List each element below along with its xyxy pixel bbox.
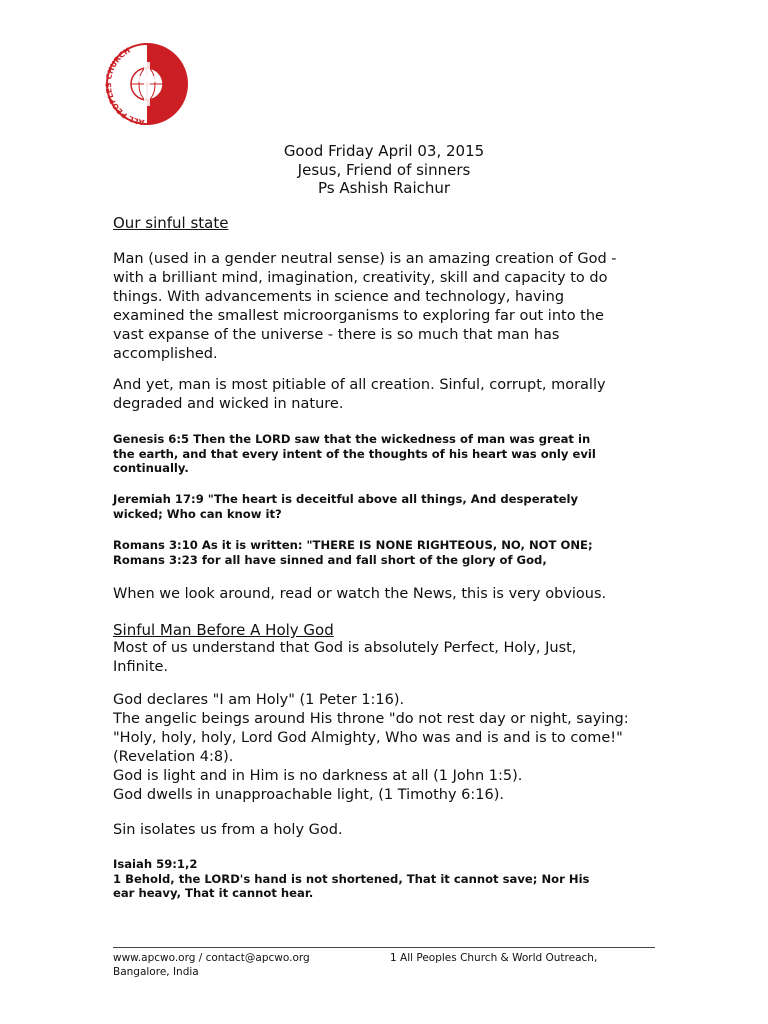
verse-romans: Romans 3:10 As it is written: "THERE IS NONE RIGHTEOUS, NO, NOT ONE; Romans 3:23 for all have sinned and fall short of the glory of God,: [113, 538, 593, 567]
paragraph-man-pitiable: And yet, man is most pitiable of all creation. Sinful, corrupt, morally degraded and wicked in nature.: [113, 377, 606, 412]
sermon-title: Jesus, Friend of sinners: [297, 160, 471, 179]
paragraph-man-creation: Man (used in a gender neutral sense) is an amazing creation of God - with a brilliant mind, imagination, creativity, skill and capacity to do things. With advancements in science and technology, having examined the smallest microorganisms to exploring far out into the vast expanse of the universe - there is so much that man has accomplished.: [113, 251, 617, 362]
sermon-date: Good Friday April 03, 2015: [283, 142, 485, 160]
paragraph-god-perfect: Most of us understand that God is absolutely Perfect, Holy, Just, Infinite.: [113, 640, 577, 675]
verse-jeremiah: Jeremiah 17:9 "The heart is deceitful above all things, And desperately wicked; Who can know it?: [113, 492, 579, 521]
logo-text: ALL PEOPLES CHURCH: [104, 45, 146, 127]
verse-genesis: Genesis 6:5 Then the LORD saw that the wickedness of man was great in the earth, and that every intent of the thoughts of his heart was only evil continually.: [113, 432, 596, 475]
verse-isaiah: Isaiah 59:1,2 1 Behold, the LORD's hand is not shortened, That it cannot save; Nor His ear heavy, That it cannot hear.: [113, 857, 590, 900]
section-heading-sinful-state: Our sinful state: [113, 214, 229, 232]
footer-page-info: 1 All Peoples Church & World Outreach,: [390, 952, 598, 964]
sermon-header: [0, 142, 768, 198]
paragraph-god-holy: God declares "I am Holy" (1 Peter 1:16). The angelic beings around His throne "do not rest day or night, saying: "Holy, holy, holy, Lord God Almighty, Who was and is and is to come!" (Revelation 4:8). God is light and in Him is no darkness at all (1 John 1:5). God dwells in unapproachable light, (1 Timothy 6:16).: [113, 692, 629, 803]
footer-contact: [113, 951, 310, 979]
church-logo: [104, 40, 190, 128]
paragraph-news: When we look around, read or watch the News, this is very obvious.: [113, 586, 607, 602]
footer-links: www.apcwo.org / contact@apcwo.org: [113, 952, 310, 964]
footer-divider: [113, 947, 655, 948]
footer-location: Bangalore, India: [113, 966, 199, 978]
section-heading-holy-god: Sinful Man Before A Holy God: [113, 621, 334, 639]
paragraph-sin-isolates: Sin isolates us from a holy God.: [113, 822, 343, 838]
sermon-speaker: Ps Ashish Raichur: [317, 179, 451, 197]
